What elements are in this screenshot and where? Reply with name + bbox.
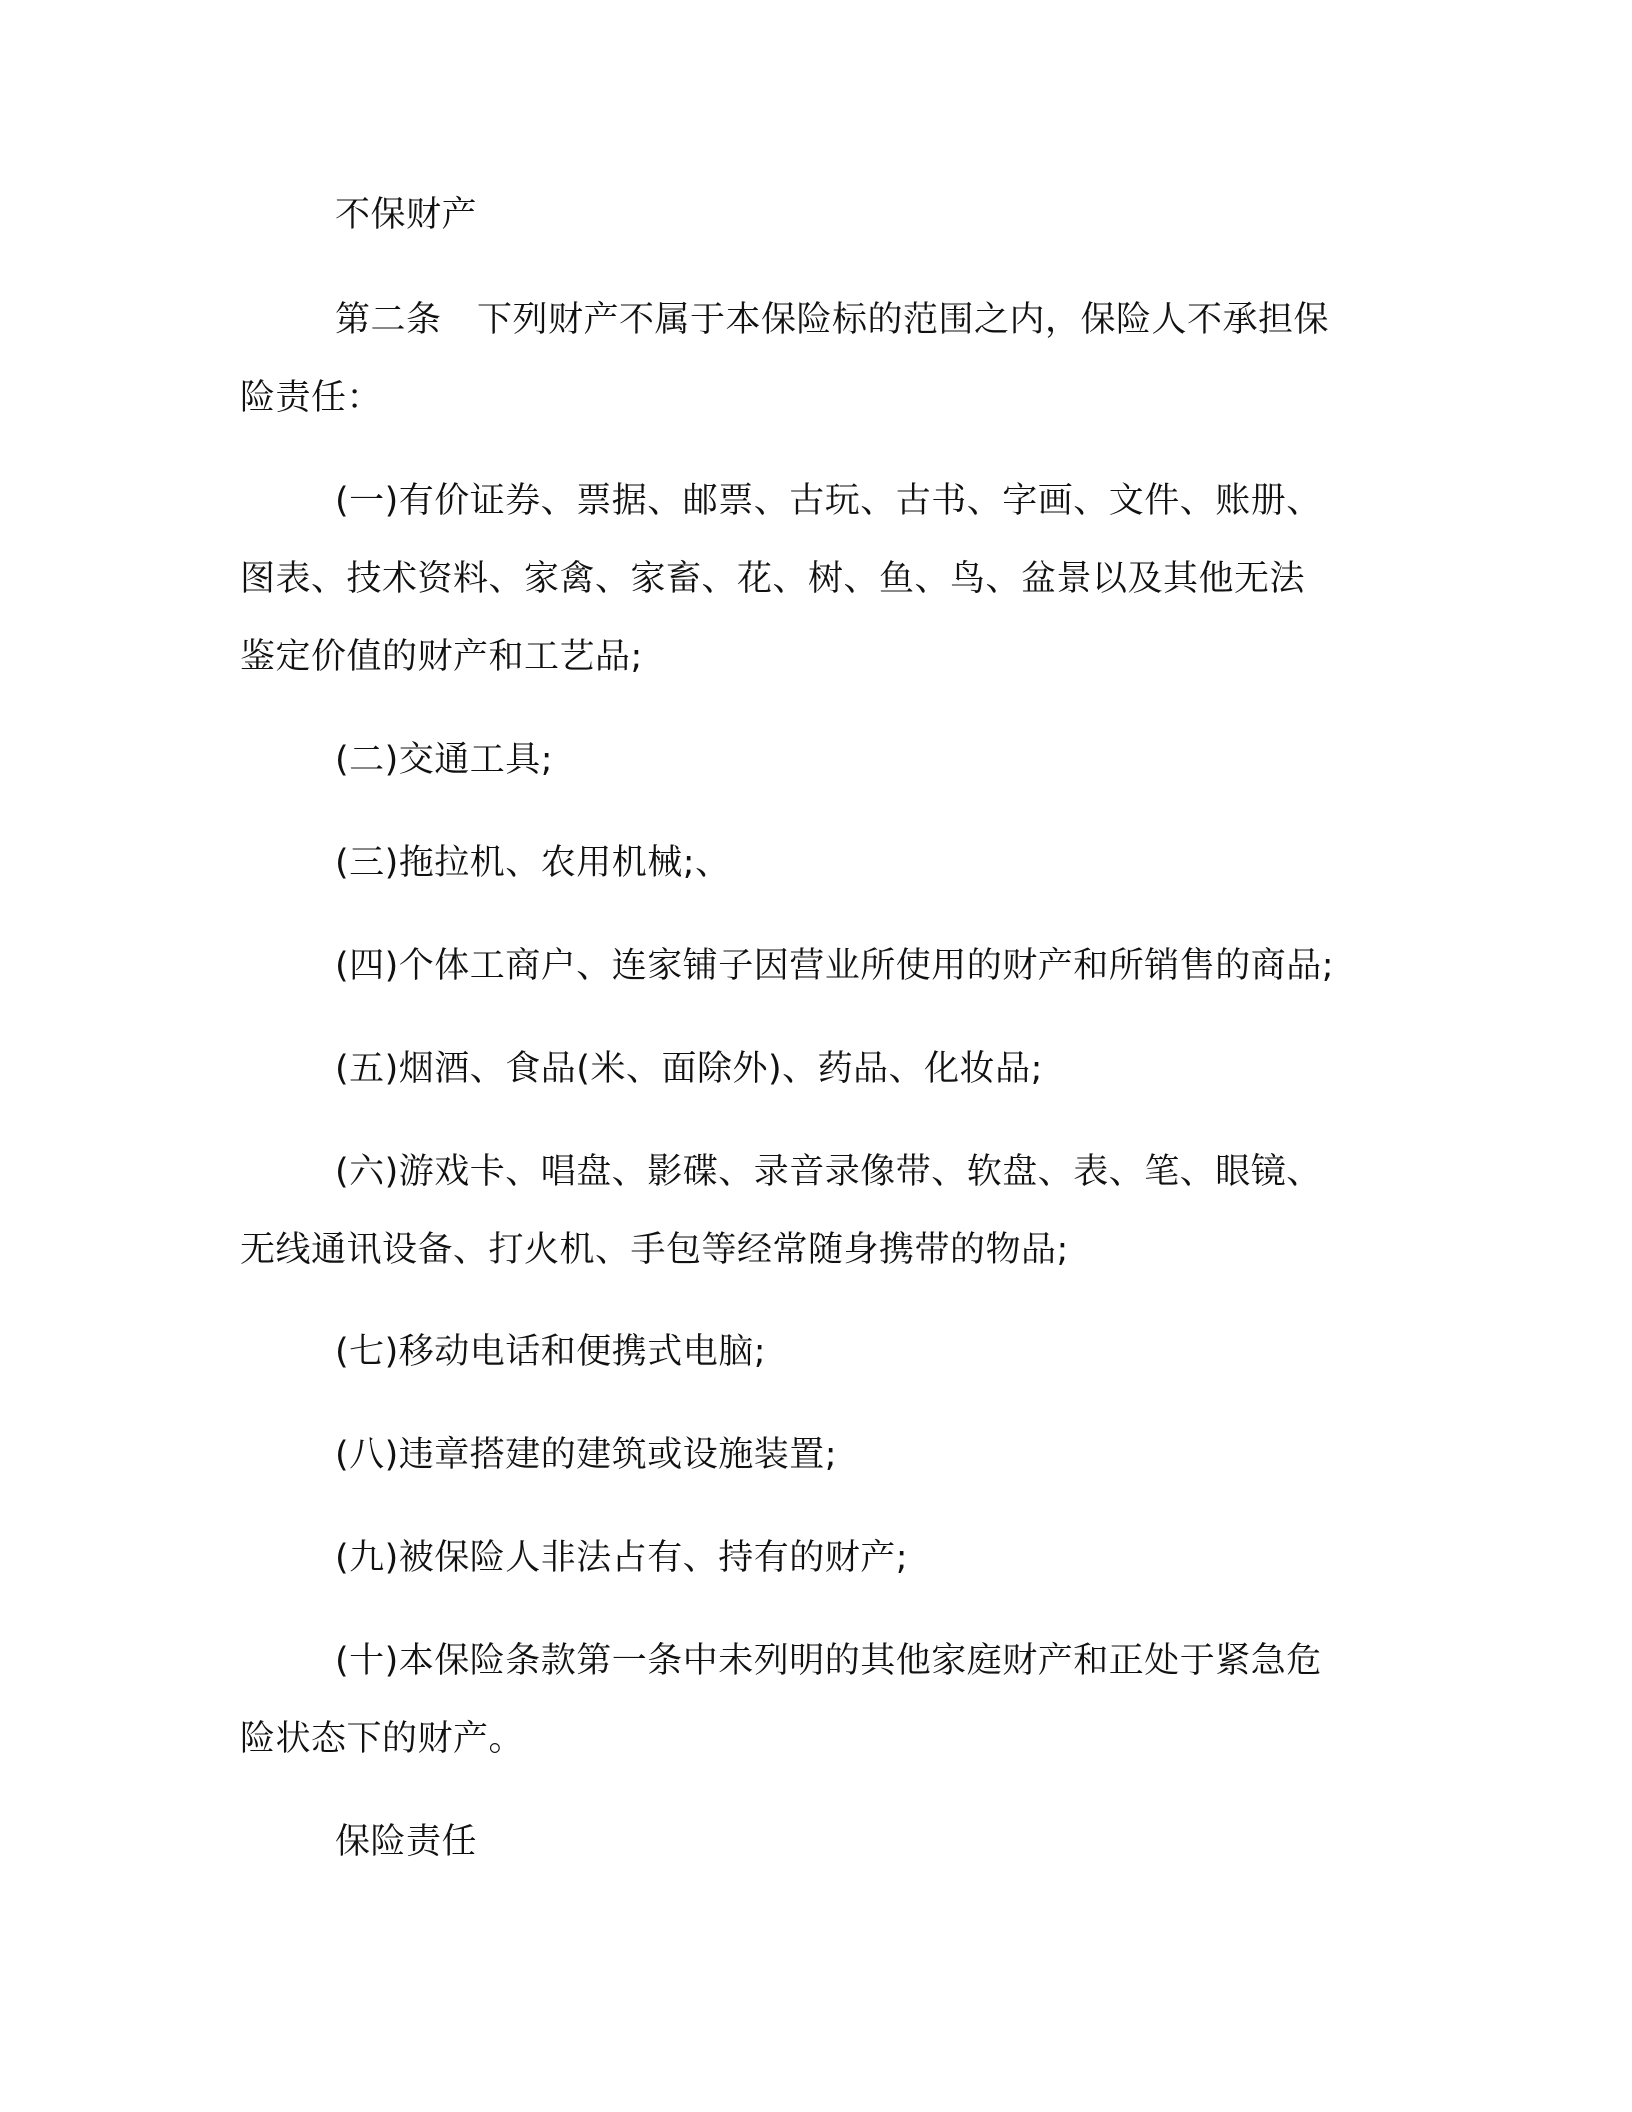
item-2: (二)交通工具;	[335, 740, 554, 780]
item-6-line-1: (六)游戏卡、唱盘、影碟、录音录像带、软盘、表、笔、眼镜、	[335, 1152, 1322, 1192]
section-heading-unprotected-property: 不保财产	[335, 195, 478, 235]
section-heading-insurance-liability: 保险责任	[335, 1822, 478, 1862]
item-6-line-2: 无线通讯设备、打火机、手包等经常随身携带的物品;	[240, 1230, 1069, 1270]
item-4: (四)个体工商户、连家铺子因营业所使用的财产和所销售的商品;	[335, 946, 1335, 986]
item-8: (八)违章搭建的建筑或设施装置;	[335, 1435, 838, 1475]
article-two-line-2: 险责任：	[240, 378, 383, 418]
item-1-line-1: (一)有价证券、票据、邮票、古玩、古书、字画、文件、账册、	[335, 481, 1322, 521]
item-10-line-2: 险状态下的财产。	[240, 1719, 525, 1759]
item-9: (九)被保险人非法占有、持有的财产;	[335, 1538, 909, 1578]
item-5: (五)烟酒、食品(米、面除外)、药品、化妆品;	[335, 1049, 1043, 1089]
item-1-line-3: 鉴定价值的财产和工艺品;	[240, 637, 643, 677]
item-1-line-2: 图表、技术资料、家禽、家畜、花、树、鱼、鸟、盆景以及其他无法	[240, 559, 1306, 599]
item-3: (三)拖拉机、农用机械;、	[335, 843, 731, 883]
article-two-line-1: 第二条 下列财产不属于本保险标的范围之内，保险人不承担保	[335, 300, 1330, 340]
item-10-line-1: (十)本保险条款第一条中未列明的其他家庭财产和正处于紧急危	[335, 1641, 1322, 1681]
item-7: (七)移动电话和便携式电脑;	[335, 1332, 767, 1372]
